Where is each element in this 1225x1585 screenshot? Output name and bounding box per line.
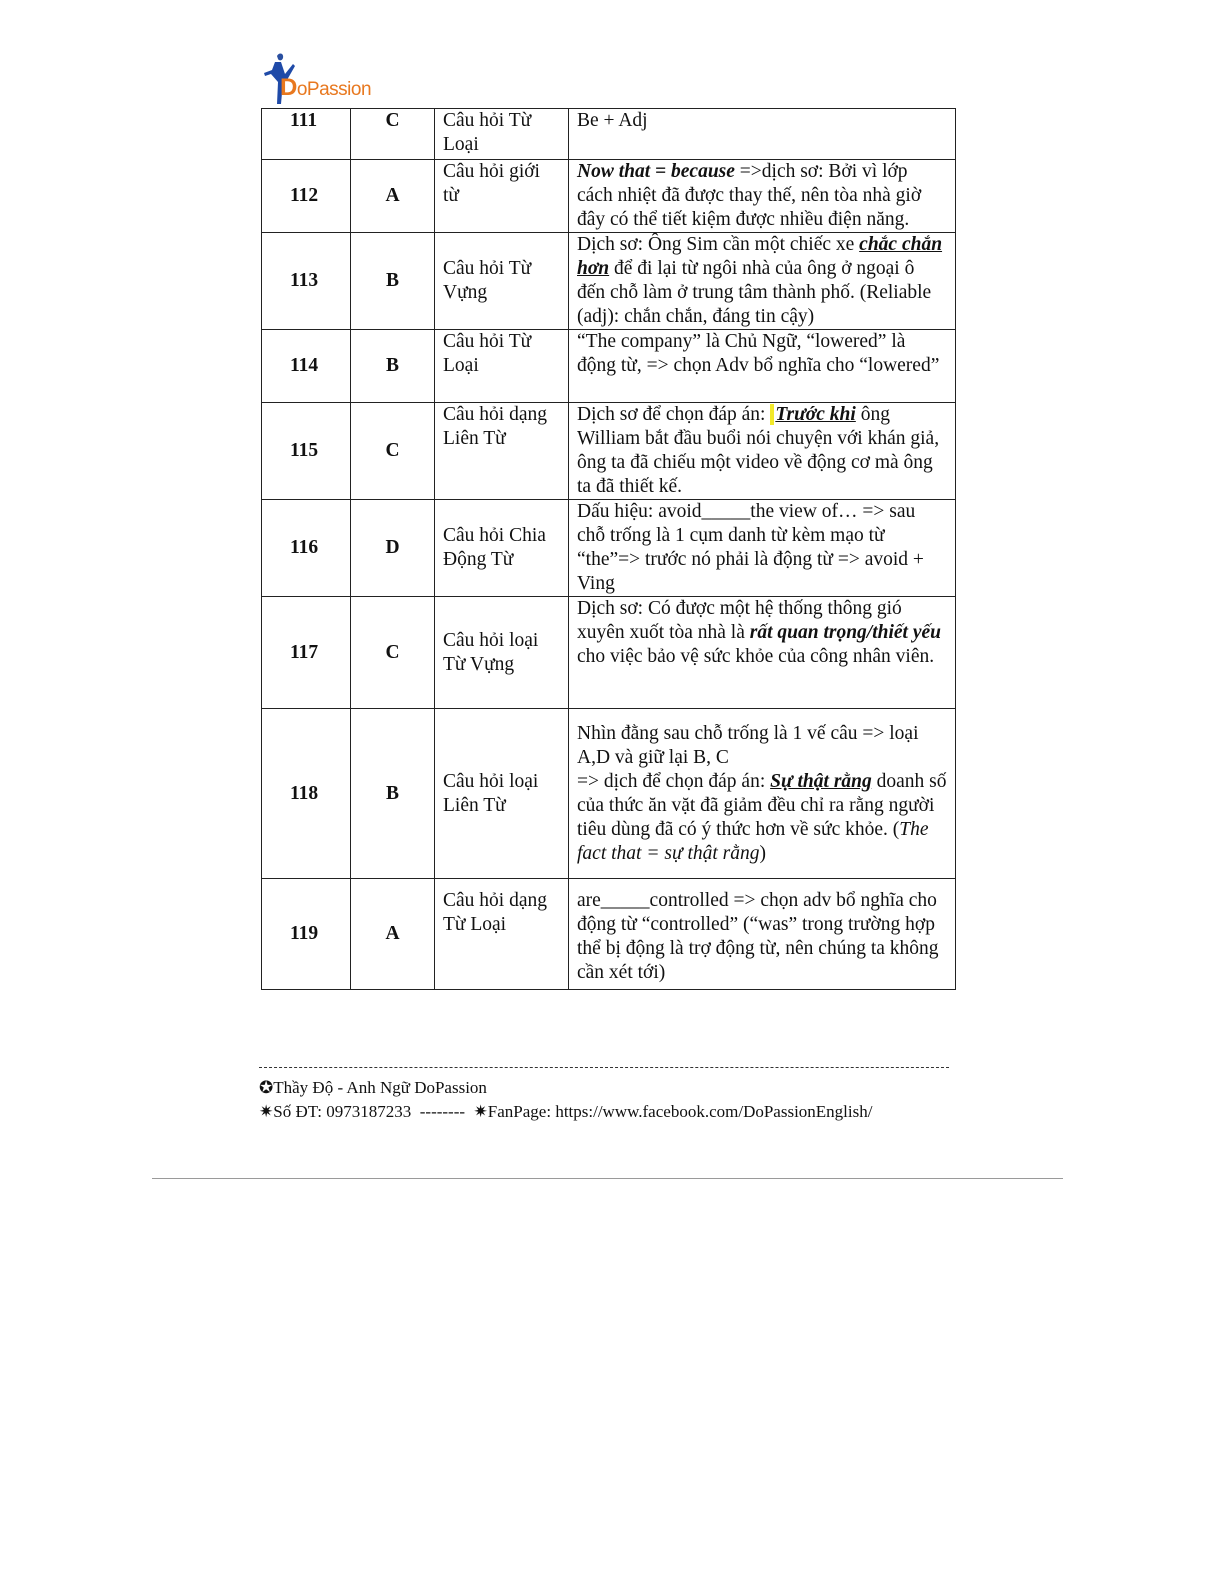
answer-letter: B [351, 233, 435, 330]
fanpage-link[interactable]: FanPage: https://www.facebook.com/DoPassionEnglish/ [487, 1102, 873, 1121]
star-icon: ✷ [473, 1102, 488, 1121]
table-row [262, 330, 956, 403]
explanation: are_____controlled => chọn adv bổ nghĩa cho động từ “controlled” (“was” trong trường hợp thể bị động là trợ động từ, nên chúng ta không cần xét tới) [569, 879, 956, 990]
question-number: 111 [262, 109, 351, 160]
question-type: Câu hỏi dạng Liên Từ [435, 403, 569, 500]
table-row [262, 500, 956, 597]
question-type: Câu hỏi Chia Động Từ [435, 500, 569, 597]
question-type: Câu hỏi Từ Loại [435, 330, 569, 403]
question-type: Câu hỏi giới từ [435, 160, 569, 233]
explanation: Dấu hiệu: avoid_____the view of… => sau chỗ trống là 1 cụm danh từ kèm mạo từ “the”=> trước nó phải là động từ => avoid + Ving [569, 500, 956, 597]
explanation: “The company” là Chủ Ngữ, “lowered” là động từ, => chọn Adv bổ nghĩa cho “lowered” [569, 330, 956, 403]
dashed-divider [259, 1055, 949, 1068]
question-type: Câu hỏi Từ Vựng [435, 233, 569, 330]
question-number: 119 [262, 879, 351, 990]
answer-letter: C [351, 109, 435, 160]
dopassion-logo [263, 52, 373, 106]
question-number: 115 [262, 403, 351, 500]
explanation: Dịch sơ để chọn đáp án: Trước khi ông William bắt đầu buổi nói chuyện với khán giả, ông ta đã chiếu một video về động cơ mà ông ta đã thiết kế. [569, 403, 956, 500]
question-type: Câu hỏi loại Từ Vựng [435, 597, 569, 709]
answer-letter: A [351, 879, 435, 990]
question-number: 118 [262, 709, 351, 879]
question-number: 113 [262, 233, 351, 330]
question-number: 112 [262, 160, 351, 233]
explanation: Dịch sơ: Có được một hệ thống thông gió xuyên xuốt tòa nhà là rất quan trọng/thiết yếu cho việc bảo vệ sức khỏe của công nhân viên. [569, 597, 956, 709]
logo-text: DoPassion [280, 74, 372, 101]
table-row [262, 109, 956, 160]
star-icon: ✷ [259, 1102, 274, 1121]
answer-letter: B [351, 330, 435, 403]
footer [259, 1055, 959, 1124]
footer-contact-line: ✷Số ĐT: 0973187233 -------- ✷FanPage: https://www.facebook.com/DoPassionEnglish/ [259, 1102, 873, 1121]
badge-icon: ✪ [259, 1078, 274, 1097]
table-row [262, 233, 956, 330]
question-number: 117 [262, 597, 351, 709]
answer-letter: C [351, 597, 435, 709]
explanation: Nhìn đằng sau chỗ trống là 1 vế câu => loại A,D và giữ lại B, C => dịch để chọn đáp án: Sự thật rằng doanh số của thức ăn vặt đã giảm đều chỉ ra rằng người tiêu dùng đã có ý thức hơn về sức khỏe. (The fact that = sự thật rằng) [569, 709, 956, 879]
answer-table [261, 108, 956, 990]
answer-letter: C [351, 403, 435, 500]
answer-letter: D [351, 500, 435, 597]
question-type: Câu hỏi loại Liên Từ [435, 709, 569, 879]
question-number: 114 [262, 330, 351, 403]
explanation: Be + Adj [569, 109, 956, 160]
question-type: Câu hỏi dạng Từ Loại [435, 879, 569, 990]
table-row [262, 160, 956, 233]
table-row [262, 879, 956, 990]
answer-letter: B [351, 709, 435, 879]
answer-letter: A [351, 160, 435, 233]
page-divider [152, 1178, 1063, 1179]
footer-teacher-line: ✪Thầy Độ - Anh Ngữ DoPassion [259, 1078, 487, 1097]
question-number: 116 [262, 500, 351, 597]
explanation: Now that = because =>dịch sơ: Bởi vì lớp cách nhiệt đã được thay thế, nên tòa nhà giờ đây có thể tiết kiệm được nhiều điện năng. [569, 160, 956, 233]
table-row [262, 403, 956, 500]
explanation: Dịch sơ: Ông Sim cần một chiếc xe chắc chắn hơn để đi lại từ ngôi nhà của ông ở ngoại ô đến chỗ làm ở trung tâm thành phố. (Reliable (adj): chắn chắn, đáng tin cậy) [569, 233, 956, 330]
question-type: Câu hỏi Từ Loại [435, 109, 569, 160]
table-row [262, 597, 956, 709]
table-row [262, 709, 956, 879]
